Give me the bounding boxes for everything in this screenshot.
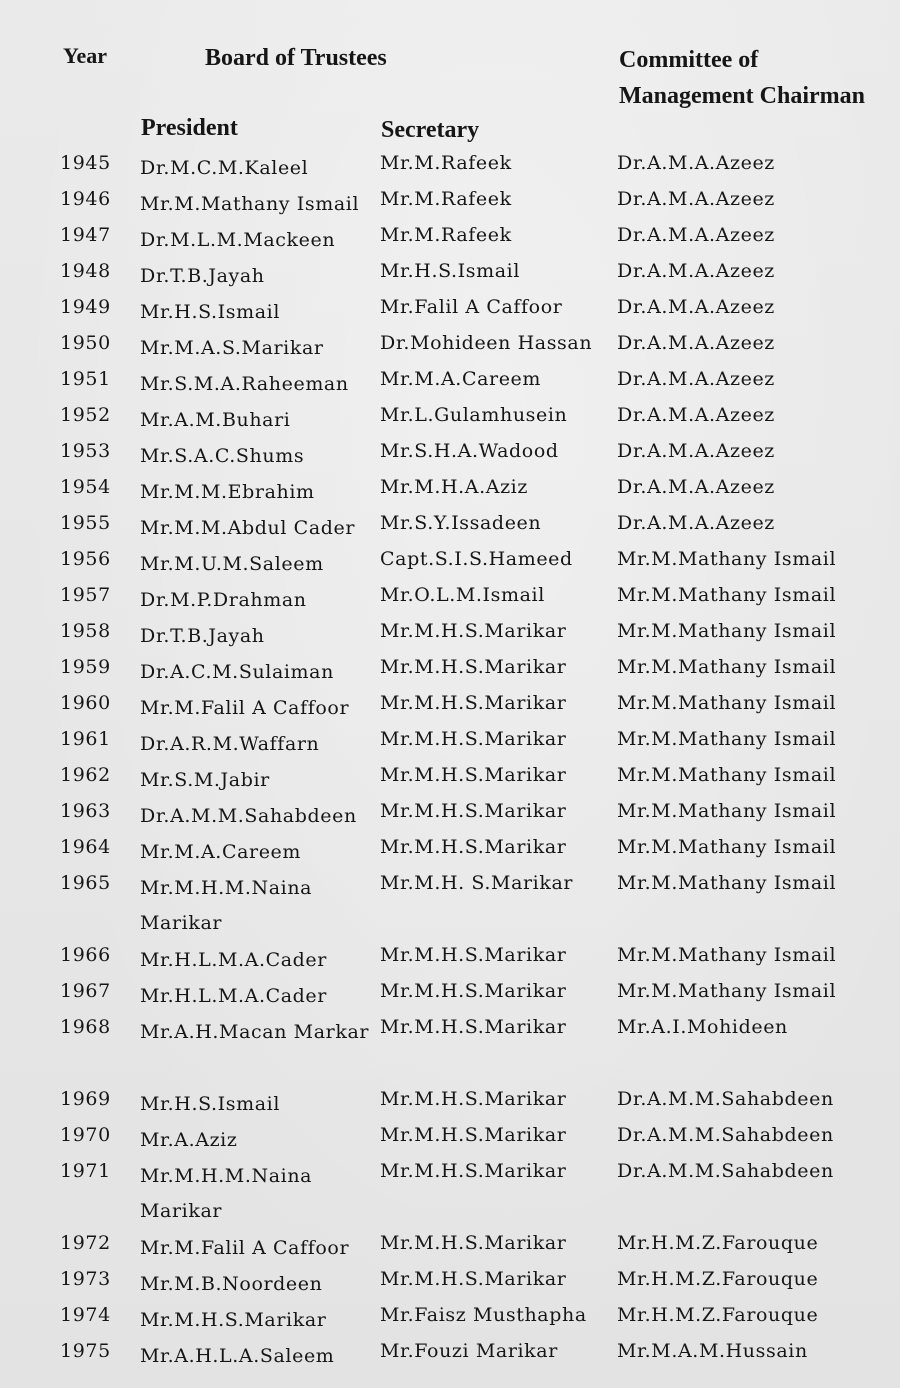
chairman-cell: Mr.M.Mathany Ismail bbox=[617, 836, 837, 858]
year-cell: 1969 bbox=[60, 1088, 111, 1110]
secretary-cell: Mr.M.H.S.Marikar bbox=[380, 800, 567, 822]
secretary-cell: Mr.H.S.Ismail bbox=[380, 260, 521, 282]
year-cell: 1962 bbox=[60, 764, 111, 786]
year-cell: 1964 bbox=[60, 836, 111, 858]
secretary-cell: Mr.M.H.S.Marikar bbox=[380, 1088, 567, 1110]
header-committee-chairman: Committee of Management Chairman bbox=[619, 47, 865, 109]
president-cell: Mr.H.S.Ismail bbox=[140, 1093, 281, 1115]
year-cell: 1972 bbox=[60, 1232, 111, 1254]
secretary-cell: Mr.Faisz Musthapha bbox=[380, 1304, 587, 1326]
year-cell: 1967 bbox=[60, 980, 111, 1002]
table-row bbox=[0, 652, 900, 688]
chairman-cell: Dr.A.M.A.Azeez bbox=[617, 332, 775, 354]
year-cell: 1949 bbox=[60, 296, 111, 318]
table-row bbox=[0, 508, 900, 544]
secretary-cell: Mr.M.H.S.Marikar bbox=[380, 656, 567, 678]
table-row bbox=[0, 976, 900, 1012]
secretary-cell: Mr.M.H.S.Marikar bbox=[380, 980, 567, 1002]
chairman-cell: Mr.M.Mathany Ismail bbox=[617, 872, 837, 894]
secretary-cell: Dr.Mohideen Hassan bbox=[380, 332, 593, 354]
table-row bbox=[0, 940, 900, 976]
year-cell: 1957 bbox=[60, 584, 111, 606]
year-cell: 1965 bbox=[60, 872, 111, 894]
year-cell: 1974 bbox=[60, 1304, 111, 1326]
year-cell: 1971 bbox=[60, 1160, 111, 1182]
chairman-cell: Dr.A.M.A.Azeez bbox=[617, 188, 775, 210]
president-cell: Mr.H.S.Ismail bbox=[140, 301, 281, 323]
president-cell: Mr.M.Falil A Caffoor bbox=[140, 1237, 350, 1259]
year-cell: 1947 bbox=[60, 224, 111, 246]
chairman-cell: Mr.M.Mathany Ismail bbox=[617, 692, 837, 714]
secretary-cell: Mr.M.H. S.Marikar bbox=[380, 872, 574, 894]
secretary-cell: Mr.M.A.Careem bbox=[380, 368, 541, 390]
year-cell: 1961 bbox=[60, 728, 111, 750]
year-cell: 1975 bbox=[60, 1340, 111, 1362]
chairman-cell: Mr.M.Mathany Ismail bbox=[617, 944, 837, 966]
table-row bbox=[0, 184, 900, 220]
header-year: Year bbox=[63, 43, 107, 68]
president-cell: Dr.M.L.M.Mackeen bbox=[140, 229, 336, 251]
trustees-table bbox=[0, 148, 900, 1372]
chairman-cell: Mr.H.M.Z.Farouque bbox=[617, 1268, 819, 1290]
secretary-cell: Mr.Falil A Caffoor bbox=[380, 296, 563, 318]
table-row bbox=[0, 580, 900, 616]
chairman-cell: Mr.M.Mathany Ismail bbox=[617, 764, 837, 786]
table-row bbox=[0, 616, 900, 652]
secretary-cell: Mr.M.H.S.Marikar bbox=[380, 620, 567, 642]
chairman-cell: Dr.A.M.A.Azeez bbox=[617, 260, 775, 282]
president-cell: Dr.A.M.M.Sahabdeen bbox=[140, 805, 357, 827]
secretary-cell: Mr.M.H.S.Marikar bbox=[380, 1232, 567, 1254]
president-cell: Mr.A.M.Buhari bbox=[140, 409, 291, 431]
chairman-cell: Dr.A.M.A.Azeez bbox=[617, 476, 775, 498]
chairman-cell: Mr.M.Mathany Ismail bbox=[617, 620, 837, 642]
chairman-cell: Mr.M.Mathany Ismail bbox=[617, 656, 837, 678]
president-cell: Dr.M.P.Drahman bbox=[140, 589, 307, 611]
secretary-cell: Mr.M.H.S.Marikar bbox=[380, 764, 567, 786]
president-cell: Mr.M.M.Abdul Cader bbox=[140, 517, 356, 539]
chairman-cell: Mr.A.I.Mohideen bbox=[617, 1016, 788, 1038]
secretary-cell: Mr.M.H.S.Marikar bbox=[380, 1016, 567, 1038]
table-row bbox=[0, 1156, 900, 1228]
table-row bbox=[0, 1300, 900, 1336]
secretary-cell: Mr.M.H.S.Marikar bbox=[380, 944, 567, 966]
president-cell: Dr.A.R.M.Waffarn bbox=[140, 733, 320, 755]
year-cell: 1963 bbox=[60, 800, 111, 822]
secretary-cell: Mr.S.Y.Issadeen bbox=[380, 512, 542, 534]
year-cell: 1954 bbox=[60, 476, 111, 498]
table-row bbox=[0, 544, 900, 580]
president-cell: Mr.H.L.M.A.Cader bbox=[140, 949, 327, 971]
president-cell: Mr.S.M.Jabir bbox=[140, 769, 270, 791]
chairman-cell: Mr.M.Mathany Ismail bbox=[617, 800, 837, 822]
table-row bbox=[0, 328, 900, 364]
president-cell: Dr.T.B.Jayah bbox=[140, 625, 265, 647]
table-row bbox=[0, 1012, 900, 1084]
secretary-cell: Mr.O.L.M.Ismail bbox=[380, 584, 545, 606]
table-row bbox=[0, 148, 900, 184]
year-cell: 1953 bbox=[60, 440, 111, 462]
chairman-cell: Mr.M.Mathany Ismail bbox=[617, 728, 837, 750]
president-cell: Mr.M.H.M.Naina Marikar bbox=[140, 877, 313, 934]
chairman-cell: Dr.A.M.M.Sahabdeen bbox=[617, 1160, 834, 1182]
chairman-cell: Dr.A.M.M.Sahabdeen bbox=[617, 1124, 834, 1146]
table-row bbox=[0, 1228, 900, 1264]
table-row bbox=[0, 760, 900, 796]
chairman-cell: Mr.M.Mathany Ismail bbox=[617, 548, 837, 570]
secretary-cell: Mr.M.Rafeek bbox=[380, 224, 512, 246]
table-row bbox=[0, 1264, 900, 1300]
secretary-cell: Mr.M.Rafeek bbox=[380, 152, 512, 174]
year-cell: 1958 bbox=[60, 620, 111, 642]
president-cell: Dr.A.C.M.Sulaiman bbox=[140, 661, 334, 683]
president-cell: Mr.M.H.S.Marikar bbox=[140, 1309, 327, 1331]
secretary-cell: Mr.M.H.S.Marikar bbox=[380, 1124, 567, 1146]
table-row bbox=[0, 688, 900, 724]
table-row bbox=[0, 1336, 900, 1372]
secretary-cell: Mr.M.H.S.Marikar bbox=[380, 692, 567, 714]
chairman-cell: Dr.A.M.A.Azeez bbox=[617, 404, 775, 426]
president-cell: Mr.M.U.M.Saleem bbox=[140, 553, 324, 575]
president-cell: Mr.M.B.Noordeen bbox=[140, 1273, 323, 1295]
chairman-cell: Dr.A.M.A.Azeez bbox=[617, 152, 775, 174]
chairman-cell: Mr.M.Mathany Ismail bbox=[617, 980, 837, 1002]
table-row bbox=[0, 832, 900, 868]
table-row bbox=[0, 256, 900, 292]
chairman-cell: Mr.M.Mathany Ismail bbox=[617, 584, 837, 606]
secretary-cell: Mr.M.H.S.Marikar bbox=[380, 728, 567, 750]
president-cell: Mr.M.Mathany Ismail bbox=[140, 193, 360, 215]
president-cell: Mr.S.M.A.Raheeman bbox=[140, 373, 349, 395]
president-cell: Mr.M.Falil A Caffoor bbox=[140, 697, 350, 719]
table-row bbox=[0, 292, 900, 328]
year-cell: 1968 bbox=[60, 1016, 111, 1038]
chairman-cell: Dr.A.M.A.Azeez bbox=[617, 512, 775, 534]
year-cell: 1955 bbox=[60, 512, 111, 534]
chairman-cell: Dr.A.M.A.Azeez bbox=[617, 296, 775, 318]
table-row bbox=[0, 436, 900, 472]
president-cell: Mr.A.H.Macan Markar bbox=[140, 1021, 370, 1043]
secretary-cell: Mr.M.H.S.Marikar bbox=[380, 836, 567, 858]
chairman-cell: Mr.H.M.Z.Farouque bbox=[617, 1232, 819, 1254]
secretary-cell: Mr.M.H.A.Aziz bbox=[380, 476, 528, 498]
table-row bbox=[0, 400, 900, 436]
president-cell: Mr.M.M.Ebrahim bbox=[140, 481, 315, 503]
secretary-cell: Mr.M.H.S.Marikar bbox=[380, 1160, 567, 1182]
year-cell: 1950 bbox=[60, 332, 111, 354]
secretary-cell: Capt.S.I.S.Hameed bbox=[380, 548, 573, 570]
chairman-cell: Dr.A.M.M.Sahabdeen bbox=[617, 1088, 834, 1110]
year-cell: 1970 bbox=[60, 1124, 111, 1146]
year-cell: 1956 bbox=[60, 548, 111, 570]
year-cell: 1966 bbox=[60, 944, 111, 966]
year-cell: 1946 bbox=[60, 188, 111, 210]
president-cell: Dr.T.B.Jayah bbox=[140, 265, 265, 287]
chairman-cell: Dr.A.M.A.Azeez bbox=[617, 440, 775, 462]
year-cell: 1945 bbox=[60, 152, 111, 174]
chairman-cell: Dr.A.M.A.Azeez bbox=[617, 368, 775, 390]
chairman-cell: Mr.H.M.Z.Farouque bbox=[617, 1304, 819, 1326]
table-row bbox=[0, 1120, 900, 1156]
table-row bbox=[0, 868, 900, 940]
header-board-of-trustees: Board of Trustees bbox=[205, 45, 387, 71]
year-cell: 1959 bbox=[60, 656, 111, 678]
president-cell: Mr.H.L.M.A.Cader bbox=[140, 985, 327, 1007]
table-row bbox=[0, 724, 900, 760]
table-row bbox=[0, 220, 900, 256]
president-cell: Mr.M.A.S.Marikar bbox=[140, 337, 324, 359]
year-cell: 1948 bbox=[60, 260, 111, 282]
secretary-cell: Mr.M.H.S.Marikar bbox=[380, 1268, 567, 1290]
year-cell: 1960 bbox=[60, 692, 111, 714]
president-cell: Mr.M.H.M.Naina Marikar bbox=[140, 1165, 313, 1222]
chairman-cell: Dr.A.M.A.Azeez bbox=[617, 224, 775, 246]
secretary-cell: Mr.M.Rafeek bbox=[380, 188, 512, 210]
president-cell: Mr.S.A.C.Shums bbox=[140, 445, 305, 467]
president-cell: Mr.M.A.Careem bbox=[140, 841, 301, 863]
table-row bbox=[0, 796, 900, 832]
year-cell: 1952 bbox=[60, 404, 111, 426]
table-row bbox=[0, 1084, 900, 1120]
secretary-cell: Mr.S.H.A.Wadood bbox=[380, 440, 559, 462]
president-cell: Mr.A.Aziz bbox=[140, 1129, 238, 1151]
table-row bbox=[0, 472, 900, 508]
secretary-cell: Mr.L.Gulamhusein bbox=[380, 404, 568, 426]
secretary-cell: Mr.Fouzi Marikar bbox=[380, 1340, 558, 1362]
year-cell: 1973 bbox=[60, 1268, 111, 1290]
header-secretary: Secretary bbox=[381, 117, 480, 143]
year-cell: 1951 bbox=[60, 368, 111, 390]
header-president: President bbox=[141, 115, 238, 141]
president-cell: Mr.A.H.L.A.Saleem bbox=[140, 1345, 335, 1367]
chairman-cell: Mr.M.A.M.Hussain bbox=[617, 1340, 808, 1362]
table-row bbox=[0, 364, 900, 400]
president-cell: Dr.M.C.M.Kaleel bbox=[140, 157, 309, 179]
